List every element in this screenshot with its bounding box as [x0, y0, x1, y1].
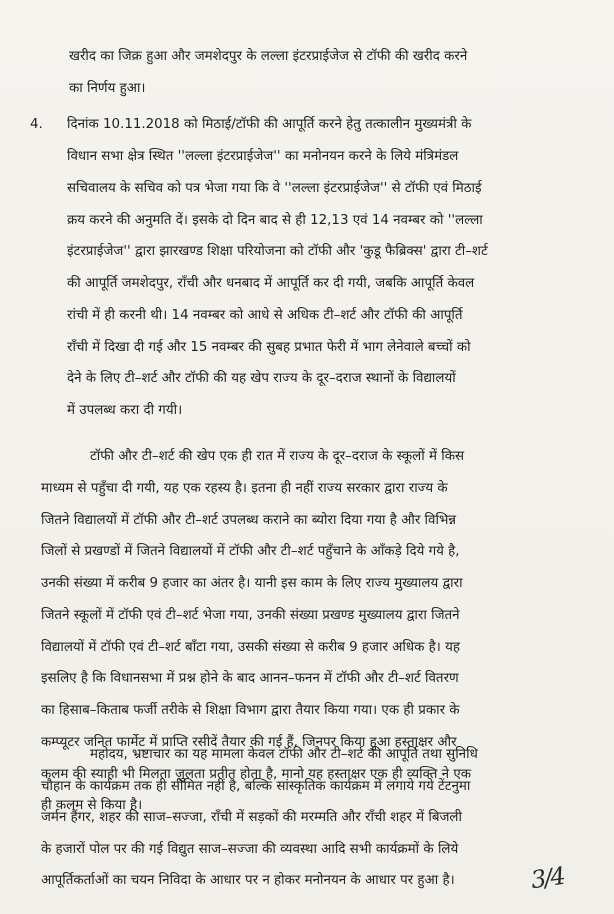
item-number: 4.	[30, 117, 43, 132]
paragraph-2-line: जितने विद्यालयों में टॉफी और टी–शर्ट उपलब्ध कराने का ब्योरा दिया गया है और विभिन्न	[41, 513, 456, 528]
item-4-line: दिनांक 10.11.2018 को मिठाई/टॉफी की आपूर्ति करने हेतु तत्कालीन मुख्यमंत्री के	[67, 117, 472, 132]
paragraph-2-line: विद्यालयों में टॉफी एवं टी–शर्ट बाँटा गया, उसकी संख्या से करीब 9 हजार अधिक है। यह	[41, 640, 460, 655]
item-4-line: विधान सभा क्षेत्र स्थित ''लल्ला इंटरप्राईजेज'' का मनोनयन करने के लिये मंत्रिमंडल	[67, 149, 459, 164]
item-4-line: देने के लिए टी–शर्ट और टॉफी की यह खेप राज्य के दूर–दराज स्थानों के विद्यालयों	[67, 371, 456, 386]
paragraph-2-line: उनकी संख्या में करीब 9 हजार का अंतर है। यानी इस काम के लिए राज्य मुख्यालय द्वारा	[41, 576, 463, 591]
paragraph-3-line: महोदय, भ्रष्टाचार का यह मामला केवल टॉफी और टी–शर्ट की आपूर्ति तथा सुनिधि	[90, 747, 478, 762]
item-4-line: सचिवालय के सचिव को पत्र भेजा गया कि वे ''लल्ला इंटरप्राईजेज'' से टॉफी एवं मिठाई	[67, 181, 482, 196]
paragraph-2-line: माध्यम से पहुँचा दी गयी, यह एक रहस्य है। इतना ही नहीं राज्य सरकार द्वारा राज्य के	[41, 481, 448, 496]
page-number: 3/4	[529, 861, 566, 895]
paragraph-3-line: के हजारों पोल पर की गई विद्युत साज–सज्जा की व्यवस्था आदि सभी कार्यक्रमों के लिये	[41, 842, 459, 857]
item-4-line: रांची में ही करनी थी। 14 नवम्बर को आधे से अधिक टी–शर्ट और टॉफी की आपूर्ति	[67, 308, 463, 323]
paragraph-2-line: का हिसाब–किताब फर्जी तरीके से शिक्षा विभाग द्वारा तैयार किया गया। एक ही प्रकार के	[41, 703, 460, 718]
intro-line: का निर्णय हुआ।	[69, 81, 146, 96]
paragraph-3-line: जर्मन हैंगर, शहर की साज–सज्जा, राँची में सड़कों की मरम्मति और राँची शहर में बिजली	[41, 810, 462, 825]
intro-line: खरीद का जिक्र हुआ और जमशेदपुर के लल्ला इंटरप्राईजेज से टॉफी की खरीद करने	[69, 49, 468, 64]
item-4-line: इंटरप्राईजेज'' द्वारा झारखण्ड शिक्षा परियोजना को टॉफी और 'कुडू फैब्रिक्स' द्वारा टी–शर्ट	[67, 244, 488, 259]
paragraph-2-line: कम्प्यूटर जनित फार्मेट में प्राप्ति रसीदें तैयार की गई हैं, जिनपर किया हुआ हस्ताक्षर और	[41, 735, 457, 750]
paragraph-2-line: ही कलम से किया है।	[41, 798, 143, 813]
item-4-line: में उपलब्ध करा दी गयी।	[67, 403, 183, 418]
paragraph-3-line: चौहान के कार्यक्रम तक ही सीमित नहीं है, बल्कि सांस्कृतिक कार्यक्रम में लगाये गये टेंटनुमा	[41, 779, 471, 794]
item-4-line: क्रय करने की अनुमति दें। इसके दो दिन बाद से ही 12,13 एवं 14 नवम्बर को ''लल्ला	[67, 213, 483, 228]
paragraph-3-line: आपूर्तिकर्ताओं का चयन निविदा के आधार पर न होकर मनोनयन के आधार पर हुआ है।	[41, 873, 455, 888]
paragraph-2-line: जितने स्कूलों में टॉफी एवं टी–शर्ट भेजा गया, उनकी संख्या प्रखण्ड मुख्यालय द्वारा जितने	[41, 608, 460, 623]
paragraph-2-line: इसलिए है कि विधानसभा में प्रश्न होने के बाद आनन–फनन में टॉफी और टी–शर्ट वितरण	[41, 671, 459, 686]
item-4-line: की आपूर्ति जमशेदपुर, राँची और धनबाद में आपूर्ति कर दी गयी, जबकि आपूर्ति केवल	[67, 276, 475, 291]
paragraph-2-line: कलम की स्याही भी मिलता जुलता प्रतीत होता है, मानो यह हस्ताक्षर एक ही व्यक्ति ने एक	[41, 767, 472, 782]
paragraph-2-line: टॉफी और टी–शर्ट की खेप एक ही रात में राज्य के दूर–दराज के स्कूलों में किस	[90, 449, 465, 464]
item-4-line: राँची में दिखा दी गई और 15 नवम्बर की सुबह प्रभात फेरी में भाग लेनेवाले बच्चों को	[67, 340, 471, 355]
paragraph-2-line: जिलों से प्रखण्डों में जितने विद्यालयों में टॉफी और टी–शर्ट पहुँचाने के आँकड़े दिये गये है,	[41, 544, 460, 559]
